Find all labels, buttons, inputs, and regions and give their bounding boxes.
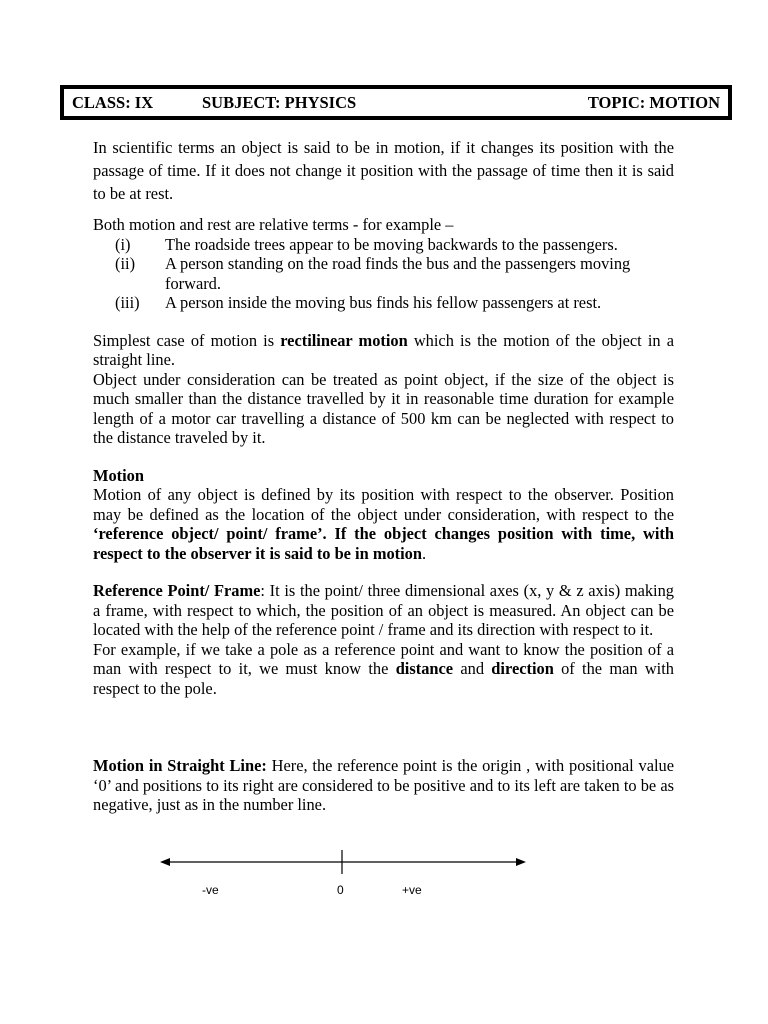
topic-label: TOPIC: MOTION [587, 93, 720, 112]
reference-paragraph: Reference Point/ Frame: It is the point/ three dimensional axes (x, y & z axis) making a frame, with respect to which, the position of an object is measured. An object can be located with the help of the reference point / frame and its direction with respect to it. [93, 581, 674, 639]
subject-label: SUBJECT: PHYSICS [202, 93, 357, 112]
reference-example-paragraph: For example, if we take a pole as a reference point and want to know the position of a man with respect to it, we must know the distance and direction of the man with respect to the pole. [93, 639, 674, 698]
list-item-text: A person inside the moving bus finds his fellow passengers at rest. [165, 293, 602, 312]
list-item [93, 235, 674, 255]
list-item-number: (ii) [115, 254, 136, 273]
negative-label: -ve [202, 883, 219, 897]
document-body [93, 136, 674, 815]
zero-label: 0 [337, 883, 344, 897]
list-item-number: (i) [115, 234, 131, 254]
arrow-left-icon [160, 858, 170, 866]
header-inner-rule [64, 119, 728, 120]
rectilinear-paragraph: Simplest case of motion is rectilinear motion which is the motion of the object in a straight line. [93, 330, 674, 369]
list-item [93, 293, 674, 313]
arrow-right-icon [516, 858, 526, 866]
motion-definition: ‘reference object/ point/ frame’. If the object changes position with time, with respect to the observer it is said to be in motion [93, 524, 674, 563]
positive-label: +ve [402, 883, 422, 897]
intro-paragraph: In scientific terms an object is said to be in motion, if it changes its position with the passage of time. If it does not change it position with the passage of time then it is said to be at rest. [93, 138, 674, 203]
reference-heading: Reference Point/ Frame [93, 581, 261, 600]
straight-line-paragraph: Motion in Straight Line: Here, the reference point is the origin , with positional value ‘0’ and positions to its right are considered to be positive and to its left are taken to be as negative, just as in the number line. [93, 756, 675, 814]
relative-lead: Both motion and rest are relative terms - for example – [93, 215, 454, 234]
rectilinear-term: rectilinear motion [280, 330, 408, 350]
motion-paragraph: Motion of any object is defined by its position with respect to the observer. Position may be defined as the location of the object under consideration, with respect to the ‘reference object/ point/ frame’. If the object changes position with time, with respect to the observer it is said to be in motion. [93, 485, 674, 563]
motion-heading: Motion [93, 465, 144, 485]
relative-examples-list [93, 235, 674, 313]
class-label: CLASS: IX [72, 93, 154, 112]
list-item-text: A person standing on the road finds the bus and the passengers moving forward. [165, 254, 631, 293]
list-item-text: The roadside trees appear to be moving backwards to the passengers. [165, 234, 618, 254]
straight-line-heading: Motion in Straight Line: [93, 756, 267, 775]
list-item-number: (iii) [115, 293, 140, 312]
header-box [60, 85, 732, 120]
number-line [150, 848, 540, 888]
number-line-diagram [150, 848, 540, 908]
point-object-paragraph: Object under consideration can be treated as point object, if the size of the object is much smaller than the distance travelled by it in reasonable time duration for example length of a motor car travelling a distance of 500 km can be neglected with respect to the distance traveled by it. [93, 369, 674, 447]
list-item [93, 254, 674, 293]
